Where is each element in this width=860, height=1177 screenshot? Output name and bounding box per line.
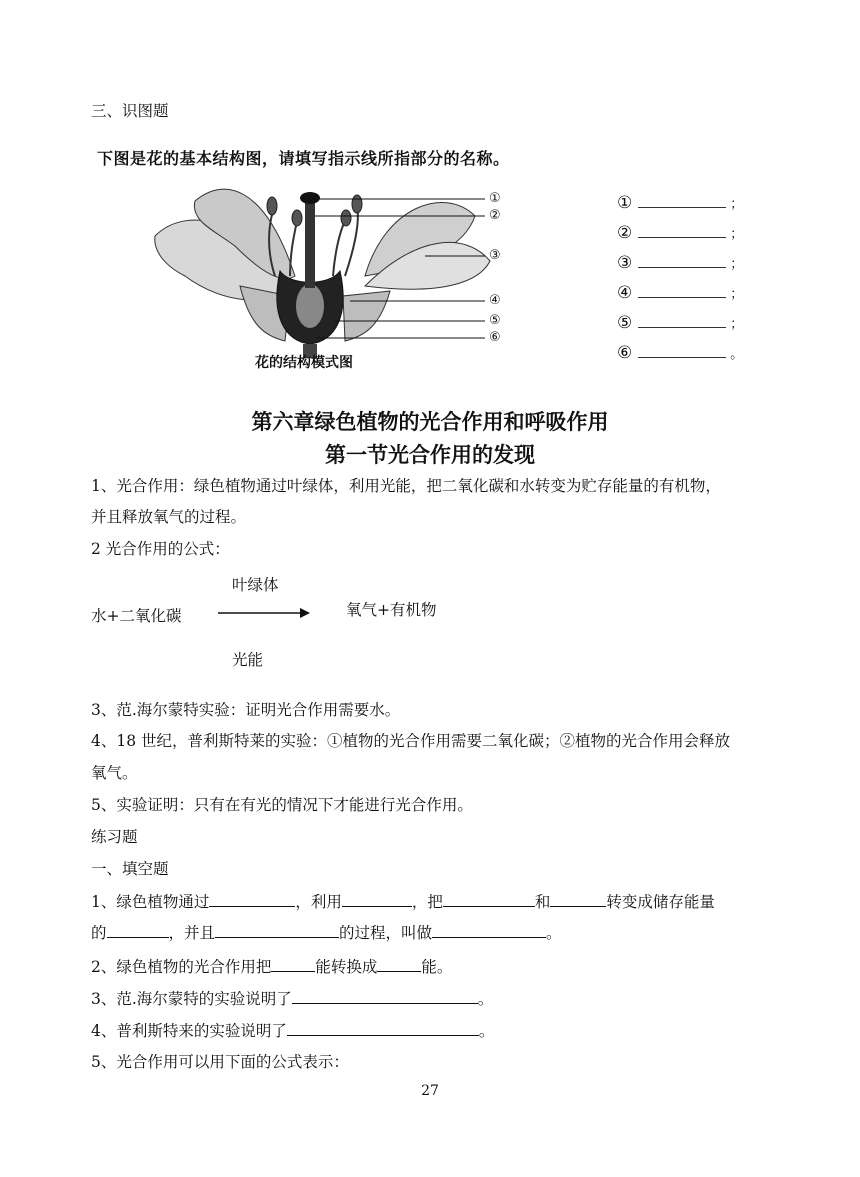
answer-number: ④ (617, 283, 633, 303)
answer-row-4[interactable] (617, 283, 743, 303)
pointer-label-1: ① (489, 191, 501, 206)
q1-blank-3[interactable] (443, 891, 535, 907)
exercises-heading: 练习题 (91, 828, 138, 846)
answer-blank[interactable] (638, 343, 726, 358)
q1-text: ，利用 (295, 893, 342, 911)
answer-row-2[interactable] (617, 223, 743, 243)
page-number: 27 (421, 1083, 439, 1099)
answer-blank[interactable] (638, 283, 726, 298)
note-1-line-2: 并且释放氧气的过程。 (91, 508, 247, 526)
q4-blank[interactable] (287, 1020, 479, 1036)
formula-reactants: 水+二氧化碳 (91, 607, 182, 625)
q1-text: 转变成储存能量 (606, 893, 715, 911)
q4-text: 4、普利斯特来的实验说明了 (91, 1022, 287, 1040)
note-1-line-1: 1、光合作用：绿色植物通过叶绿体，利用光能，把二氧化碳和水转变为贮存能量的有机物， (91, 477, 721, 495)
figure-prompt: 下图是花的基本结构图，请填写指示线所指部分的名称。 (97, 149, 510, 168)
answer-blank[interactable] (638, 253, 726, 268)
q1-blank-7[interactable] (432, 922, 546, 938)
answer-punct: 。 (730, 347, 744, 362)
answer-row-6[interactable] (617, 343, 743, 363)
formula-condition-below: 光能 (232, 651, 264, 669)
figure-caption: 花的结构模式图 (255, 355, 353, 371)
q1-text: 的过程，叫做 (339, 924, 433, 942)
section-heading: 三、识图题 (91, 102, 169, 120)
q2-text: 能转换成 (315, 958, 378, 976)
q1-blank-5[interactable] (107, 922, 169, 938)
pointer-label-4: ④ (489, 293, 501, 308)
flower-illustration (145, 176, 525, 376)
q2-text: 2、绿色植物的光合作用把 (91, 958, 272, 976)
note-3: 3、范.海尔蒙特实验：证明光合作用需要水。 (91, 701, 401, 719)
q4-text: 。 (478, 1022, 495, 1040)
q1-text: 。 (546, 924, 562, 942)
q1-text: ，并且 (168, 924, 216, 942)
note-4-line-2: 氧气。 (91, 764, 138, 782)
q1-blank-1[interactable] (209, 891, 295, 907)
answer-number: ② (617, 223, 633, 243)
answer-row-5[interactable] (617, 313, 743, 333)
pointer-label-6: ⑥ (489, 330, 501, 345)
question-2 (91, 956, 452, 977)
pointer-label-3: ③ (489, 248, 501, 263)
pointer-label-5: ⑤ (489, 313, 501, 328)
q1-text: 的 (91, 924, 107, 942)
q1-text: 1、绿色植物通过 (91, 893, 210, 911)
answer-row-3[interactable] (617, 253, 743, 273)
question-1-line-2 (91, 922, 562, 943)
answer-number: ③ (617, 253, 633, 273)
question-3 (91, 988, 493, 1009)
q2-blank-2[interactable] (377, 956, 421, 972)
note-5: 5、实验证明：只有在有光的情况下才能进行光合作用。 (91, 796, 473, 814)
answer-punct: ； (730, 197, 744, 212)
formula-arrow-icon (218, 606, 310, 620)
q1-blank-4[interactable] (550, 891, 606, 907)
q1-text: 和 (534, 893, 551, 911)
q3-text: 。 (477, 990, 494, 1008)
answer-blank[interactable] (638, 193, 726, 208)
q3-text: 3、范.海尔蒙特的实验说明了 (91, 990, 292, 1008)
question-5: 5、光合作用可以用下面的公式表示： (91, 1053, 349, 1071)
answer-punct: ； (730, 257, 744, 272)
q1-blank-6[interactable] (215, 922, 339, 938)
answer-number: ⑥ (617, 343, 633, 363)
q1-text: ，把 (411, 893, 443, 911)
question-1-line-1 (91, 891, 715, 912)
question-4 (91, 1020, 494, 1041)
flower-diagram (145, 176, 525, 376)
note-4-line-1: 4、18 世纪，普利斯特莱的实验：①植物的光合作用需要二氧化碳；②植物的光合作用会释放 (91, 732, 731, 750)
answer-punct: ； (730, 317, 744, 332)
formula-products: 氧气+有机物 (346, 601, 437, 619)
answer-number: ⑤ (617, 313, 633, 333)
chapter-title: 第六章绿色植物的光合作用和呼吸作用 (251, 410, 609, 434)
section-title: 第一节光合作用的发现 (325, 443, 535, 467)
answer-punct: ； (730, 287, 744, 302)
answer-blank[interactable] (638, 313, 726, 328)
answer-blank[interactable] (638, 223, 726, 238)
q1-blank-2[interactable] (342, 891, 412, 907)
pointer-label-2: ② (489, 208, 501, 223)
answer-punct: ； (730, 227, 744, 242)
note-2: 2 光合作用的公式： (91, 540, 230, 558)
q3-blank[interactable] (292, 988, 478, 1004)
q2-blank-1[interactable] (271, 956, 315, 972)
fill-blank-heading: 一、填空题 (91, 860, 169, 878)
answer-row-1[interactable] (617, 193, 743, 213)
answer-number: ① (617, 193, 633, 213)
formula-condition-above: 叶绿体 (232, 576, 279, 594)
q2-text: 能。 (421, 958, 453, 976)
